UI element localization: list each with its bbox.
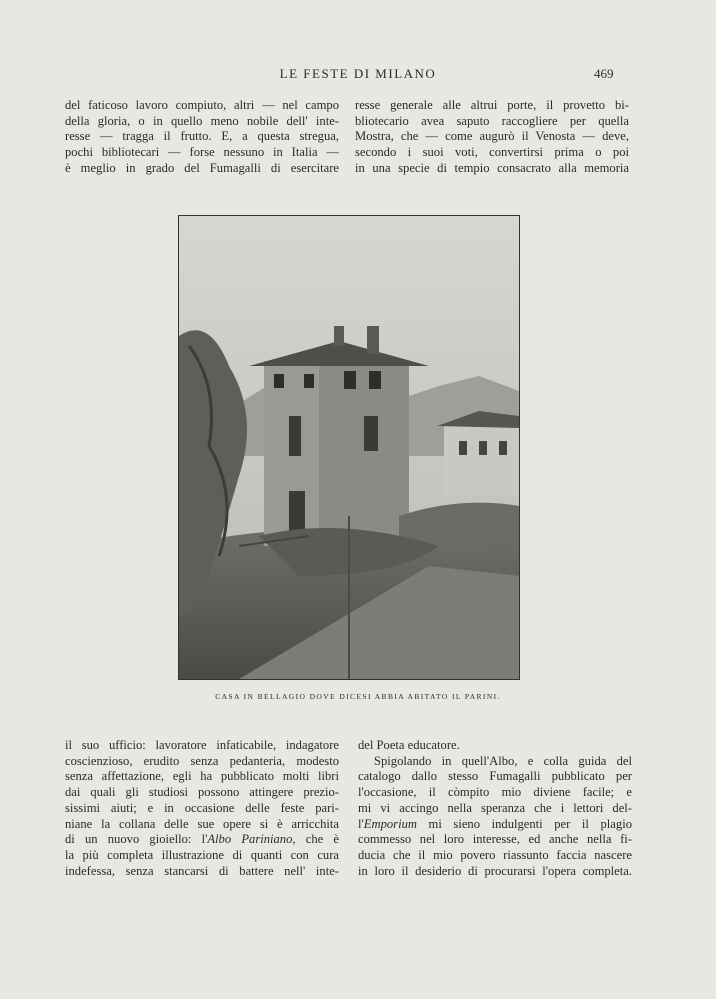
text-line: della gloria, o in quello meno nobile dell' inte- <box>65 113 339 128</box>
text-line: sissimi aiuti; e in occasione delle feste pari- <box>65 800 339 815</box>
text-line: mi vi accingo nella speranza che i lettori del- <box>358 800 632 815</box>
bottom-right-column <box>358 738 632 879</box>
text-line: niane la collana delle sue opere si è arricchita <box>65 816 339 831</box>
photograph-illustration <box>179 216 519 679</box>
italic-title-emporium: Emporium <box>363 816 417 831</box>
text-fragment: di un nuovo gioiello: l' <box>65 832 208 847</box>
running-header: LE FESTE DI MILANO <box>279 66 437 81</box>
text-fragment: mi sieno indulgenti per il plagio <box>416 816 632 831</box>
italic-title-albo-pariniano: Albo Pariniano <box>207 832 293 847</box>
text-line: è meglio in grado del Fumagalli di esercitare <box>65 160 339 175</box>
text-line <box>358 817 632 833</box>
text-line: in una specie di tempio consacrato alla memoria <box>355 160 629 175</box>
text-line: catalogo dallo stesso Fumagalli pubblicato per <box>358 769 632 784</box>
text-line: indefessa, senza stancarsi di battere nell' inte- <box>65 863 339 878</box>
text-line: resse — tragga il frutto. E, a questa stregua, <box>65 129 339 144</box>
text-line: coscienzioso, erudito senza pedanteria, modesto <box>65 753 339 768</box>
text-line: l'occasione, il còmpito mio diviene facile; e <box>358 785 632 800</box>
text-line: la più completa illustrazione di quanti con cura <box>65 847 339 862</box>
bottom-left-column <box>65 738 339 879</box>
text-line: pochi bibliotecari — forse nessuno in Italia — <box>65 145 339 160</box>
figure-caption: CASA IN BELLAGIO DOVE DICESI ABBIA ABITATO IL PARINI. <box>215 692 501 701</box>
photograph-house-bellagio <box>178 215 520 680</box>
text-line: senza affettazione, egli ha pubblicato molti libri <box>65 769 339 784</box>
text-line: commesso nel loro interesse, ed anche nella fi- <box>358 832 632 847</box>
text-line: in loro il desiderio di procurarsi l'opera completa. <box>358 863 632 878</box>
text-line: Mostra, che — come augurò il Venosta — deve, <box>355 129 629 144</box>
top-right-column <box>355 98 629 177</box>
text-line: secondo i suoi voti, convertirsi prima o poi <box>355 145 629 160</box>
top-left-column <box>65 98 339 177</box>
text-line: resse generale alle altrui porte, il provetto bi- <box>355 98 629 112</box>
text-line: dai quali gli studiosi possono attingere prezio- <box>65 785 339 800</box>
text-fragment: l' <box>358 816 364 831</box>
text-line: del Poeta educatore. <box>358 738 460 752</box>
text-line: ducia che il mio povero riassunto faccia nascere <box>358 847 632 862</box>
text-line: del faticoso lavoro compiuto, altri — nel campo <box>65 98 339 112</box>
text-line: bliotecario avea saputo raccogliere per quella <box>355 113 629 128</box>
text-line: Spigolando in quell'Albo, e colla guida del <box>374 753 632 768</box>
text-line <box>65 832 339 848</box>
text-line: il suo ufficio: lavoratore infaticabile, indagatore <box>65 738 339 752</box>
text-fragment: , che è <box>292 832 339 847</box>
page-number: 469 <box>594 66 614 81</box>
